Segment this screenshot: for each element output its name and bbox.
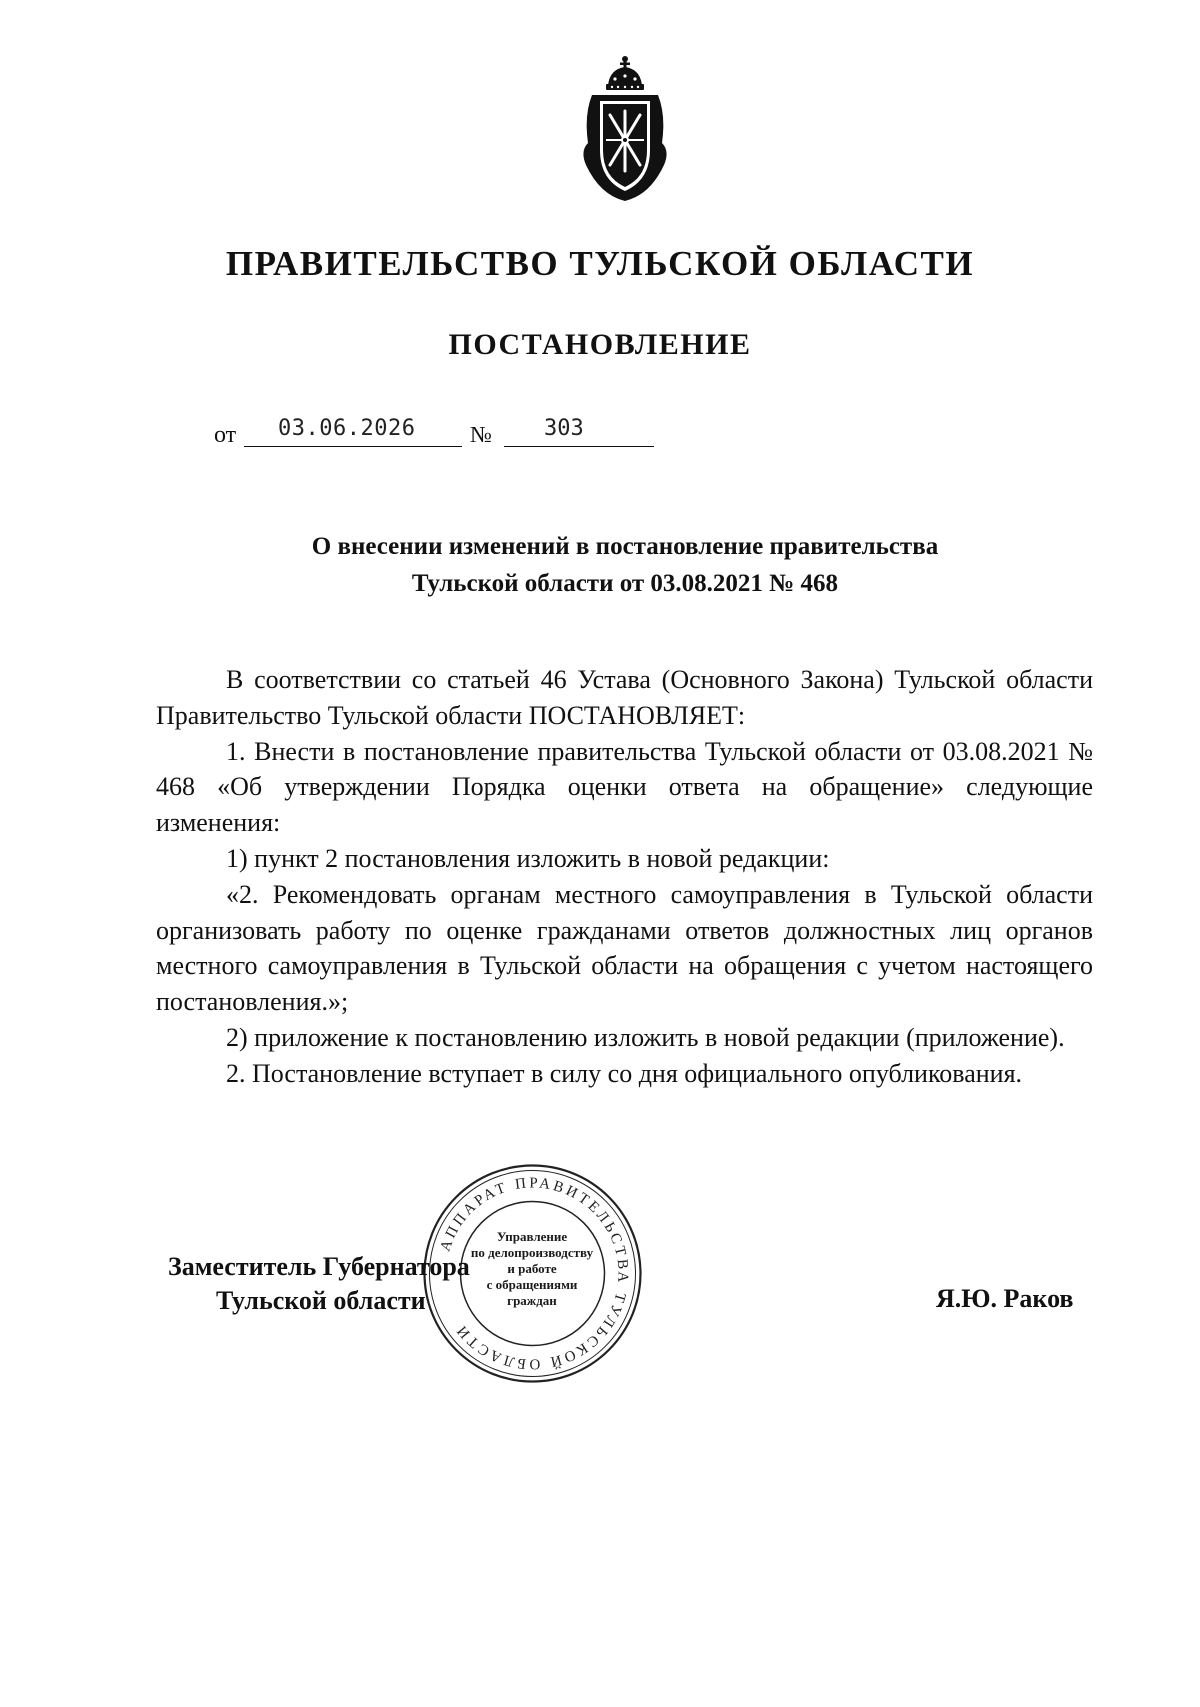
document-number: 303: [544, 416, 584, 441]
number-field: [504, 418, 654, 447]
paragraph-preamble: В соответствии со статьей 46 Устава (Основного Закона) Тульской области Правительство Тульской области ПОСТАНОВЛЯЕТ:: [156, 665, 1093, 730]
seal-line-1: Управление: [496, 1229, 568, 1244]
signatory-position: [168, 1250, 470, 1318]
document-body: [156, 662, 1093, 1092]
seal-center-text: [461, 1229, 603, 1309]
date-field: [244, 418, 462, 447]
seal-line-2: по делопроизводству: [470, 1245, 594, 1260]
seal-line-4: с обращениями: [486, 1277, 578, 1292]
paragraph-item-2: 2. Постановление вступает в силу со дня официального опубликования.: [226, 1058, 1023, 1088]
document-subject: [0, 528, 1200, 602]
number-label: №: [470, 422, 492, 447]
paragraph-quoted-item: «2. Рекомендовать органам местного самоуправления в Тульской области организовать работу по оценке гражданами ответов должностных лиц органов местного самоуправления в Тульской области на обращения с учетом настоящего постановления.»;: [156, 879, 1093, 1017]
seal-ring-text: АППАРАТ ПРАВИТЕЛЬСТВА ТУЛЬСКОЙ ОБЛАСТИ: [437, 1175, 631, 1372]
subject-line-1: О внесении изменений в постановление правительства: [311, 533, 939, 560]
signatory-position-line-2: Тульской области: [216, 1286, 426, 1315]
document-type: ПОСТАНОВЛЕНИЕ: [448, 328, 752, 361]
paragraph-subitem-2: 2) приложение к постановлению изложить в новой редакции (приложение).: [226, 1022, 1065, 1052]
seal-line-5: граждан: [507, 1293, 557, 1308]
signatory-name: Я.Ю. Раков: [936, 1284, 1074, 1313]
organization-title: ПРАВИТЕЛЬСТВО ТУЛЬСКОЙ ОБЛАСТИ: [225, 244, 975, 283]
paragraph-subitem-1: 1) пункт 2 постановления изложить в новой редакции:: [226, 843, 830, 873]
seal-line-3: и работе: [507, 1261, 557, 1276]
date-label: от: [214, 422, 237, 448]
subject-line-2: Тульской области от 03.08.2021 № 468: [411, 570, 839, 597]
signatory-position-line-1: Заместитель Губернатора: [168, 1252, 470, 1281]
tula-coat-of-arms-icon: [570, 55, 680, 203]
document-date: 03.06.2026: [278, 416, 416, 441]
paragraph-item-1: 1. Внести в постановление правительства Тульской области от 03.08.2021 № 468 «Об утверждении Порядка оценки ответа на обращение» следующие изменения:: [156, 736, 1093, 838]
